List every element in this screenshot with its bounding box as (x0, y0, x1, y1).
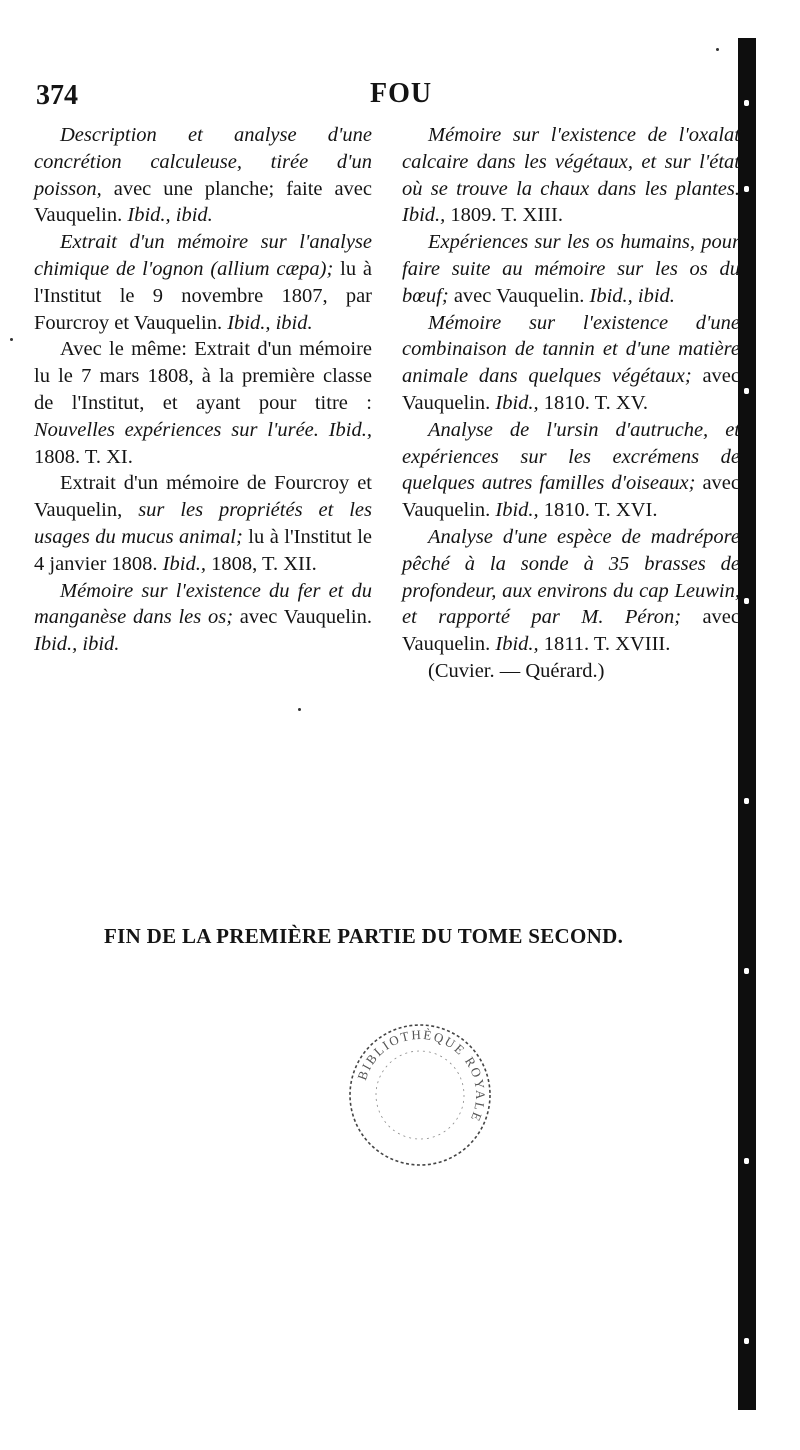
bibliography-entry (402, 229, 740, 309)
entry-text: Avec le même: Extrait d'un mémoire lu le 7 mars 1808, à la première classe de l'Institut, et ayant pour titre : (34, 338, 372, 414)
entry-italic-text: Ibid., (495, 633, 539, 656)
entry-text: avec Vauquelin. (448, 284, 590, 307)
ink-speck (10, 338, 13, 341)
bibliography-entry (34, 578, 372, 658)
entry-text: lu à l'Institut le 9 novembre 1807, par Fourcroy et Vauquelin. (34, 257, 373, 334)
bibliography-entry (34, 122, 372, 229)
entry-italic-text: Ibid., ibid. (127, 204, 213, 227)
entry-text: avec Vauquelin. (402, 365, 741, 414)
entry-italic-text: Mémoire sur l'existence du fer et du manganèse dans les os; (34, 579, 372, 629)
stamp-text: BIBLIOTHÈQUE ROYALE (354, 1026, 489, 1126)
bibliography-entry (402, 310, 740, 417)
closing-line: FIN DE LA PREMIÈRE PARTIE DU TOME SECOND. (104, 924, 624, 948)
bibliography-entry (34, 229, 372, 336)
entry-italic-text: Ibid., ibid. (589, 284, 675, 307)
entry-text: avec Vauquelin. (233, 606, 372, 629)
entry-italic-text: Ibid., ibid. (34, 633, 120, 656)
left-column (34, 122, 372, 658)
right-column (402, 122, 740, 685)
library-stamp (345, 1020, 495, 1170)
entry-text: 1808. T. XI. (34, 445, 133, 468)
bibliography-entry (34, 336, 372, 470)
entry-text: avec une planche; faite avec Vauquelin. (34, 177, 372, 227)
scanned-page-edge (738, 38, 756, 1410)
entry-italic-text: Ibid., ibid. (227, 311, 313, 334)
entry-italic-text: Mémoire sur l'existence d'une combinaison de tannin et d'une matière animale dans quelques végétaux; (402, 311, 740, 388)
bibliography-entry (402, 658, 740, 685)
ink-speck (298, 708, 301, 711)
entry-text: avec Vauquelin. (402, 472, 741, 522)
bibliography-entry (402, 417, 740, 524)
bibliography-entry (34, 470, 372, 577)
entry-italic-text: Ibid., (495, 499, 539, 522)
ink-speck (716, 48, 719, 51)
entry-text: 1809. T. XIII. (445, 204, 563, 227)
entry-text: 1808, T. XII. (205, 552, 317, 575)
svg-text:BIBLIOTHÈQUE ROYALE (354, 1027, 488, 1125)
entry-text: avec Vauquelin. (402, 606, 741, 656)
entry-italic-text: Analyse de l'ursin d'autruche, et expériences sur les excrémens de quelques autres familles d'oiseaux; (402, 418, 740, 495)
entry-italic-text: Description et analyse d'une concrétion calculeuse, tirée d'un poisson, (34, 124, 372, 200)
entry-text: 1811. T. XVIII. (538, 633, 671, 656)
bibliography-entry (402, 122, 740, 229)
entry-italic-text: Nouvelles expériences sur l'urée. Ibid., (34, 418, 372, 441)
entry-text: 1810. T. XVI. (538, 499, 658, 522)
entry-text: lu à l'Institut le 4 janvier 1808. (34, 525, 372, 575)
entry-italic-text: Mémoire sur l'existence de l'oxalat calcaire dans les végétaux, et sur l'état où se trouve la chaux dans les plantes. Ibid., (402, 124, 740, 227)
entry-text: (Cuvier. — Quérard.) (428, 659, 605, 682)
entry-italic-text: Ibid., (162, 552, 206, 575)
entry-italic-text: Extrait d'un mémoire sur l'analyse chimique de l'ognon (allium cæpa); (34, 231, 372, 280)
page-number: 374 (36, 80, 78, 111)
entry-italic-text: Analyse d'une espèce de madrépore pêché à la sonde à 35 brasses de profondeur, aux environs du cap Leuwin, et rapporté par M. Péron; (402, 525, 740, 629)
entry-text: 1810. T. XV. (538, 391, 649, 414)
entry-italic-text: Ibid., (495, 391, 539, 414)
running-head: FOU (370, 78, 433, 109)
entry-italic-text: sur les propriétés et les usages du mucus animal; (34, 499, 372, 548)
entry-italic-text: Expériences sur les os humains, pour faire suite au mémoire sur les os du bœuf; (402, 231, 740, 307)
bibliography-entry (402, 524, 740, 658)
entry-text: Extrait d'un mémoire de Fourcroy et Vauquelin, (34, 472, 372, 522)
